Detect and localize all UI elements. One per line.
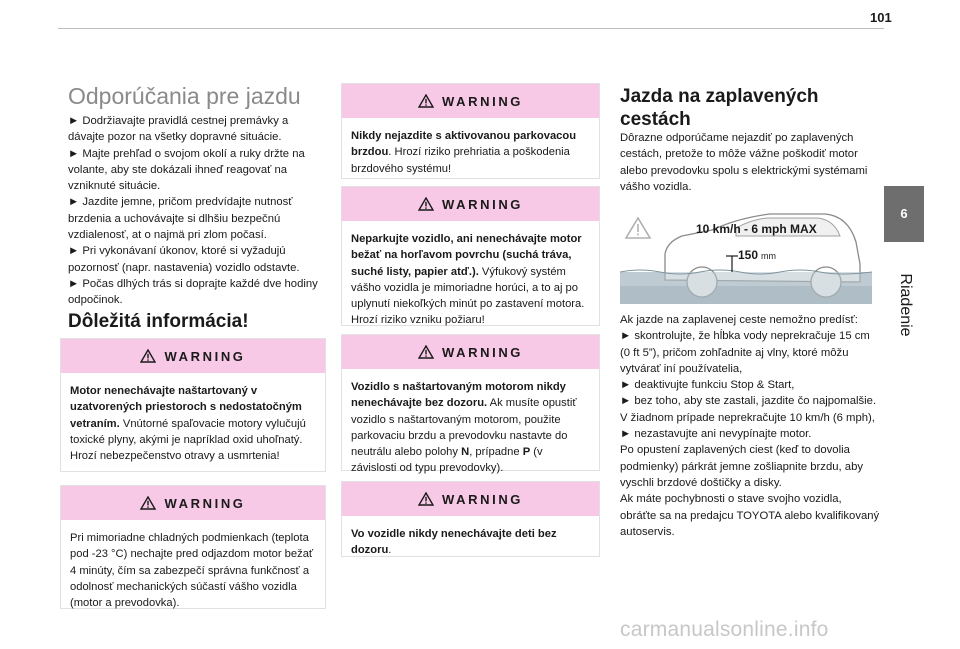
- chapter-title: Riadenie: [897, 273, 914, 337]
- depth-value: 150: [738, 248, 759, 262]
- flood-title: Jazda na zaplavených cestách: [620, 86, 819, 130]
- warning-label: WARNING: [164, 495, 246, 511]
- warning-header: [61, 339, 325, 373]
- warning-triangle-icon: [418, 345, 434, 359]
- depth-unit: mm: [761, 251, 776, 261]
- chapter-label: [885, 250, 925, 360]
- warning-triangle-icon: [418, 492, 434, 506]
- warning-label: WARNING: [441, 344, 524, 360]
- chapter-tab[interactable]: 6: [884, 186, 924, 242]
- list-item: ► Jazdite jemne, pričom predvídajte nutnosť brzdenia a uchovávajte si dlhšiu bezpečnú vzdialenosť, at o najmä pri zlom počasí.: [68, 196, 293, 242]
- warning-text: Vozidlo s naštartovaným motorom nikdy nenechávajte bez dozoru. Ak musíte opustiť vozidlo s naštartovaným motorom, použite parkovaciu brzdu a prevodovku nastavte do neutrálu alebo polohy N, prípadne P (v závislosti od typu prevodovky).: [351, 381, 577, 475]
- list-item: ► bez toho, aby ste zastali, jazdite čo najpomalšie. V žiadnom prípade neprekračujte 10 km/h (6 mph),: [620, 395, 877, 424]
- top-rule: [58, 28, 884, 29]
- page-number: 101: [870, 10, 892, 25]
- warning-triangle-icon: [418, 197, 434, 211]
- list-item: ► deaktivujte funkciu Stop & Start,: [620, 379, 795, 392]
- flood-intro: Dôrazne odporúčame nejazdiť po zaplavených cestách, pretože to môže vážne poškodiť motor alebo prevodovku spolu s elektrickými systémami vášho vozidla.: [620, 132, 868, 193]
- warning-text: Motor nenechávajte naštartovaný v uzatvorených priestoroch s nedostatočným vetraním. Vnútorné spaľovacie motory vylučujú toxické plyny, akými je napríklad oxid uhoľnatý. Hrozí nebezpečenstvo otravy a usmrtenia!: [70, 385, 306, 463]
- warning-header: [342, 482, 599, 516]
- warning-box: [341, 186, 600, 326]
- list-item: ► skontrolujte, že hĺbka vody neprekračuje 15 cm (0 ft 5”), pričom zohľadnite aj vlny, ktoré môžu vytvárať iní používatelia,: [620, 330, 870, 375]
- water-overlay: [620, 272, 872, 304]
- warning-box: [341, 334, 600, 475]
- warning-box: [60, 485, 326, 609]
- list-item: ► Počas dlhých trás si doprajte každé dve hodiny odpočinok.: [68, 277, 318, 307]
- warning-box: [341, 83, 600, 179]
- warning-box: [341, 481, 600, 557]
- list-item: Ak jazde na zaplavenej ceste nemožno predísť:: [620, 314, 858, 326]
- watermark: carmanualsonline.info: [620, 618, 829, 641]
- warning-header: [342, 187, 599, 221]
- list-item: ► Dodržiavajte pravidlá cestnej premávky a dávajte pozor na všetky dopravné situácie.: [68, 115, 289, 144]
- warning-text: Pri mimoriadne chladných podmienkach (teplota pod -23 °C) nechajte pred odjazdom motor bežať 4 minúty, čím sa zabezpečí správna funkčnosť a odolnosť mechanických súčastí vášho vozidla (motor a prevodovka).: [70, 532, 314, 610]
- flood-instructions: [620, 312, 880, 540]
- flooded-road-illustration: [620, 202, 872, 304]
- warning-label: WARNING: [441, 491, 524, 507]
- warning-label: WARNING: [164, 348, 246, 364]
- speed-label: 10 km/h - 6 mph MAX: [696, 222, 817, 236]
- recommendations-list: [68, 113, 323, 309]
- list-item: ► nezastavujte ani nevypínajte motor.: [620, 428, 812, 441]
- warning-triangle-icon: [140, 349, 156, 363]
- warning-triangle-icon: [418, 94, 434, 108]
- warning-header: [342, 84, 599, 118]
- list-item: ► Majte prehľad o svojom okolí a ruky držte na volante, aby ste dokázali ihneď reagovať na vzniknuté situácie.: [68, 147, 305, 193]
- warning-label: WARNING: [441, 93, 524, 109]
- list-item: ► Pri vykonávaní úkonov, ktoré si vyžadujú pozornosť (napr. nastavenia) vozidlo odstavte.: [68, 245, 300, 274]
- warning-box: [60, 338, 326, 472]
- list-item: Ak máte pochybnosti o stave svojho vozidla, obráťte sa na predajcu TOYOTA alebo kvalifikovaný autoservis.: [620, 493, 880, 538]
- warning-header: [342, 335, 599, 369]
- warning-triangle-icon: [140, 496, 156, 510]
- list-item: Po opustení zaplavených ciest (keď to dovolia podmienky) párkrát jemne zošliapnite brzdu, aby vyschli brzdové doštičky a disky.: [620, 444, 864, 489]
- warning-text: Vo vozidle nikdy nenechávajte deti bez dozoru.: [351, 528, 557, 557]
- warning-header: [61, 486, 325, 520]
- warning-text: Nikdy nejazdite s aktivovanou parkovacou brzdou. Hrozí riziko prehriatia a poškodenia brzdového systému!: [351, 130, 577, 175]
- warning-label: WARNING: [441, 196, 524, 212]
- section-title: Odporúčania pre jazdu: [68, 83, 301, 109]
- important-title: Dôležitá informácia!: [68, 311, 249, 332]
- warning-text: Neparkujte vozidlo, ani nenechávajte motor bežať na horľavom povrchu (suchá tráva, suché listy, papier atď.). Výfukový systém vášho vozidla je mimoriadne horúci, a to aj po uplynutí niekoľkých minút po zastavení motora. Hrozí riziko vzniku požiaru!: [351, 233, 585, 327]
